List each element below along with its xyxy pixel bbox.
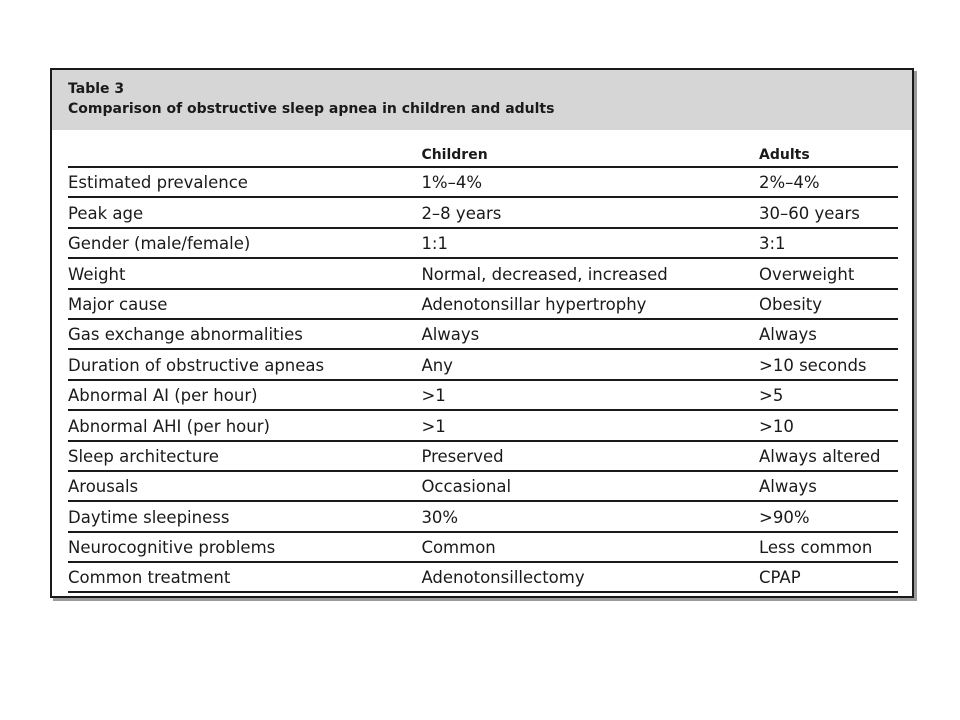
comparison-table (68, 140, 898, 593)
row-children: Adenotonsillectomy (421, 568, 585, 588)
table-caption (52, 70, 912, 130)
table-row (68, 229, 898, 259)
header-adults: Adults (759, 147, 810, 163)
table-row (68, 290, 898, 320)
row-feature: Estimated prevalence (68, 173, 248, 193)
row-children: Occasional (421, 477, 512, 497)
table-row (68, 502, 898, 532)
row-adults: >5 (759, 386, 784, 406)
row-adults: 30–60 years (759, 203, 860, 223)
row-adults: Always (759, 325, 817, 345)
table-label: Table 3 (68, 81, 125, 97)
row-children: Always (421, 325, 480, 345)
row-adults: 2%–4% (759, 173, 820, 193)
row-adults: Obesity (759, 294, 823, 314)
table-row (68, 381, 898, 411)
header-children: Children (421, 147, 488, 163)
row-feature: Gas exchange abnormalities (68, 325, 303, 345)
row-feature: Daytime sleepiness (68, 507, 230, 527)
row-feature: Arousals (68, 477, 139, 497)
table-row (68, 168, 898, 198)
row-children: 1%–4% (421, 173, 483, 193)
row-feature: Weight (68, 264, 126, 284)
row-feature: Duration of obstructive apneas (68, 355, 325, 375)
table-row (68, 442, 898, 472)
row-children: >1 (421, 416, 446, 436)
row-adults: >90% (759, 507, 810, 527)
table-row (68, 563, 898, 593)
row-adults: >10 (759, 416, 794, 436)
row-feature: Peak age (68, 203, 144, 223)
row-feature: Abnormal AI (per hour) (68, 386, 258, 406)
table-title: Comparison of obstructive sleep apnea in children and adults (68, 101, 555, 117)
row-adults: Always altered (759, 446, 881, 466)
table-row (68, 411, 898, 441)
row-adults: Less common (759, 538, 873, 558)
row-adults: Overweight (759, 264, 855, 284)
row-children: Adenotonsillar hypertrophy (421, 294, 647, 314)
table-row (68, 350, 898, 380)
row-children: Preserved (421, 446, 504, 466)
row-children: >1 (421, 386, 446, 406)
row-adults: >10 seconds (759, 355, 867, 375)
row-feature: Major cause (68, 294, 168, 314)
table-row (68, 198, 898, 228)
row-feature: Abnormal AHI (per hour) (68, 416, 270, 436)
row-feature: Common treatment (68, 568, 231, 588)
row-feature: Sleep architecture (68, 446, 219, 466)
row-adults: CPAP (759, 568, 801, 588)
table-row (68, 320, 898, 350)
row-children: Any (421, 355, 453, 375)
row-children: 30% (421, 507, 459, 527)
table-row (68, 259, 898, 289)
table-header-row (68, 140, 898, 168)
row-children: Normal, decreased, increased (421, 264, 668, 284)
row-adults: 3:1 (759, 234, 786, 254)
row-children: Common (421, 538, 496, 558)
table-frame (50, 68, 914, 598)
row-feature: Neurocognitive problems (68, 538, 276, 558)
row-adults: Always (759, 477, 817, 497)
row-feature: Gender (male/female) (68, 234, 251, 254)
table-row (68, 472, 898, 502)
row-children: 1:1 (421, 234, 448, 254)
table-row (68, 533, 898, 563)
row-children: 2–8 years (421, 203, 502, 223)
